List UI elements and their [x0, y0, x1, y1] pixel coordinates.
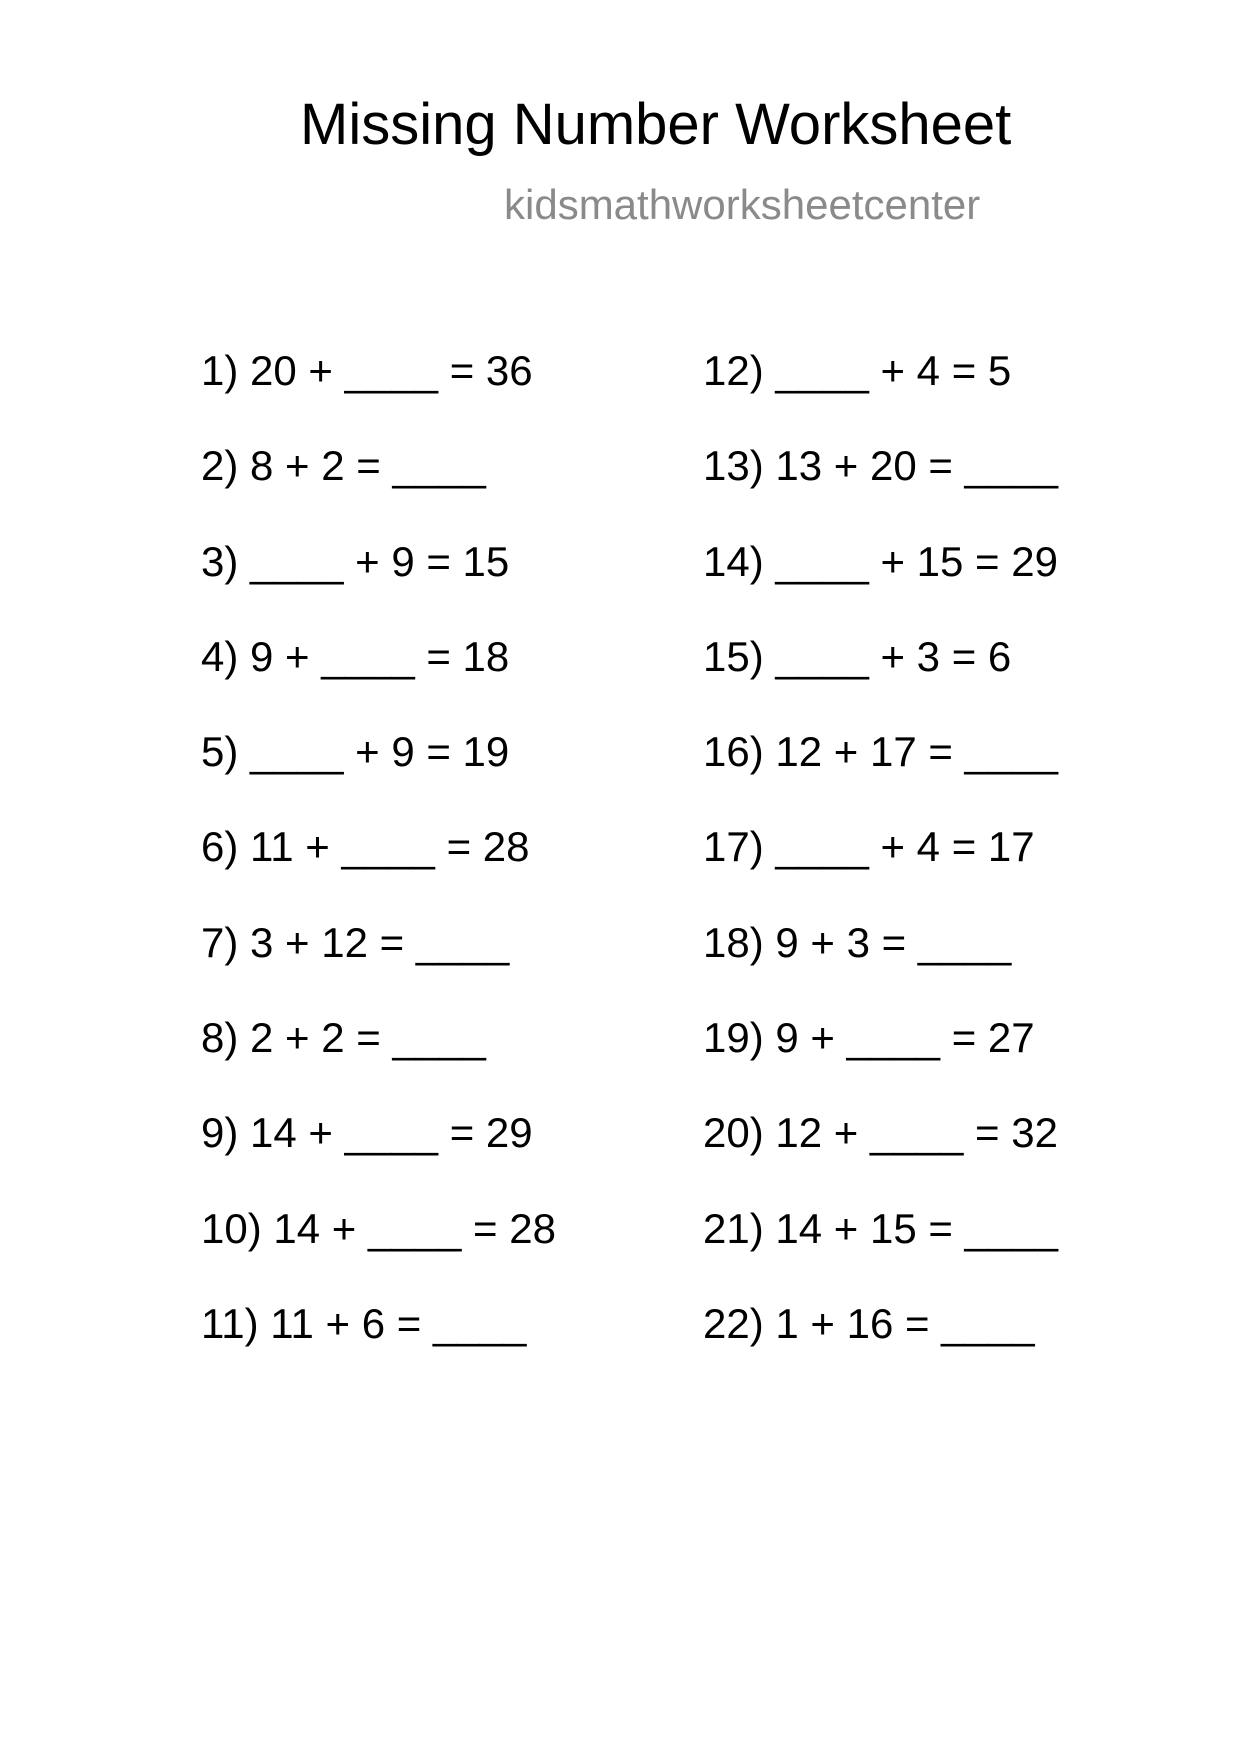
problem-17: 17) ____ + 4 = 17 [703, 823, 1035, 871]
worksheet-title: Missing Number Worksheet [300, 92, 1012, 157]
problem-column-right [703, 347, 1058, 1398]
problem-10: 10) 14 + ____ = 28 [201, 1204, 556, 1252]
problem-15: 15) ____ + 3 = 6 [703, 632, 1012, 680]
worksheet-source: kidsmathworksheetcenter [504, 181, 981, 228]
problem-column-left [201, 347, 556, 1398]
problem-20: 20) 12 + ____ = 32 [703, 1109, 1058, 1157]
problem-1: 1) 20 + ____ = 36 [201, 347, 533, 394]
problem-3: 3) ____ + 9 = 15 [201, 537, 510, 585]
problem-22: 22) 1 + 16 = ____ [703, 1299, 1035, 1347]
problem-2: 2) 8 + 2 = ____ [201, 442, 486, 490]
problem-14: 14) ____ + 15 = 29 [703, 537, 1058, 585]
problem-8: 8) 2 + 2 = ____ [201, 1014, 486, 1062]
problem-6: 6) 11 + ____ = 28 [201, 823, 530, 871]
problem-21: 21) 14 + 15 = ____ [703, 1204, 1058, 1252]
problem-19: 19) 9 + ____ = 27 [703, 1014, 1035, 1062]
problem-18: 18) 9 + 3 = ____ [703, 918, 1012, 966]
problem-12: 12) ____ + 4 = 5 [703, 347, 1012, 394]
problem-5: 5) ____ + 9 = 19 [201, 728, 510, 776]
problem-7: 7) 3 + 12 = ____ [201, 918, 510, 966]
problem-13: 13) 13 + 20 = ____ [703, 442, 1058, 490]
problem-9: 9) 14 + ____ = 29 [201, 1109, 533, 1157]
problem-4: 4) 9 + ____ = 18 [201, 632, 510, 680]
problem-11: 11) 11 + 6 = ____ [201, 1299, 527, 1347]
problem-16: 16) 12 + 17 = ____ [703, 728, 1058, 776]
